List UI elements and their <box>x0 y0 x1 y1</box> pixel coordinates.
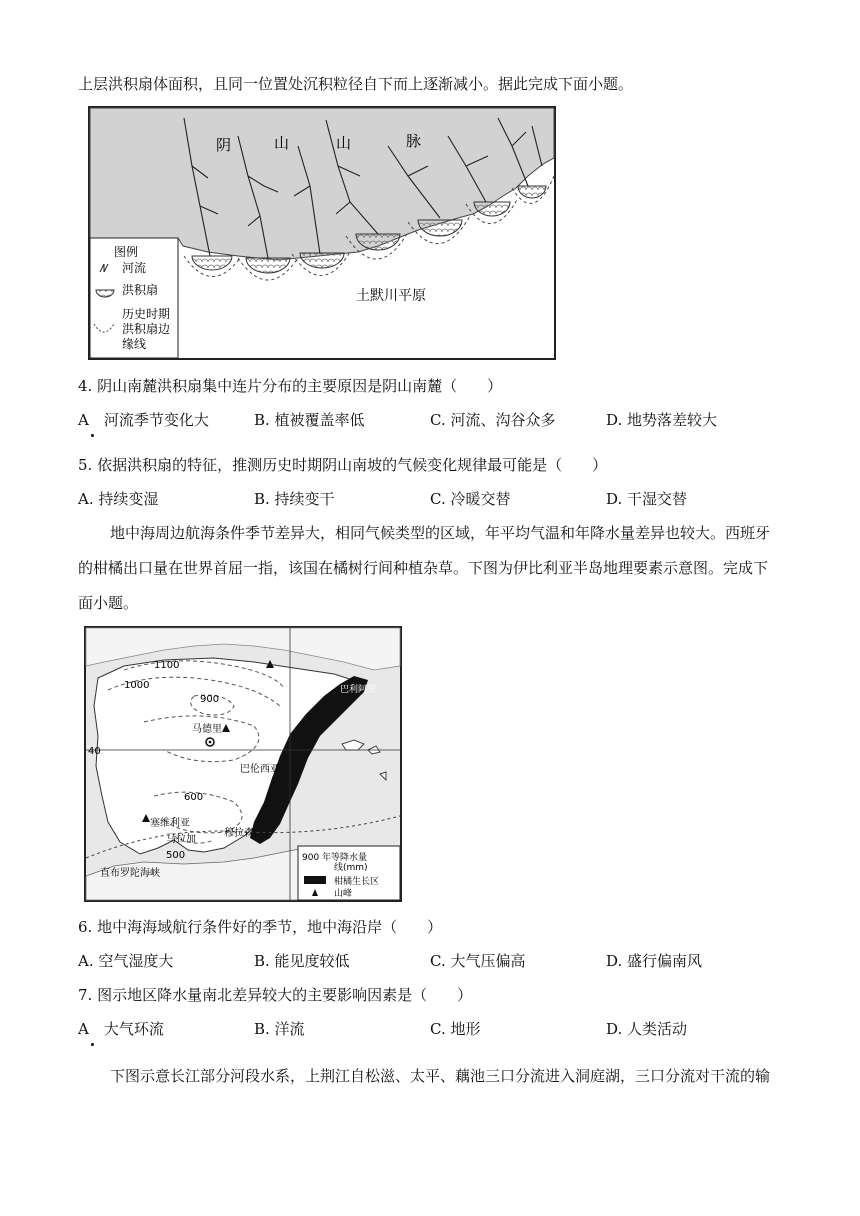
q5-option-a: A. 持续变湿 <box>78 490 159 508</box>
q4-option-c: C. 河流、沟谷众多 <box>430 411 556 429</box>
para2-line-3: 面小题。 <box>78 594 139 612</box>
isohyet-label-1000: 1000 <box>124 680 150 691</box>
isohyet-label-900: 900 <box>200 694 220 705</box>
seville-label: 塞维利亚 <box>150 818 190 829</box>
madrid-label: 马德里 <box>192 724 222 735</box>
option-dot <box>91 434 94 437</box>
mountain-char-1: 阴 <box>216 136 232 154</box>
latitude-40-label: 40 <box>88 746 101 757</box>
legend-edge-2: 洪积扇边 <box>122 322 171 336</box>
plain-label: 土默川平原 <box>356 288 426 304</box>
q7-option-c: C. 地形 <box>430 1020 481 1038</box>
para2-line-2: 的柑橘出口量在世界首屈一指，该国在橘树行间种植杂草。下图为伊比利亚半岛地理要素示意图。完成下 <box>78 559 769 577</box>
isohyet-label-1100: 1100 <box>154 660 180 671</box>
legend-isohyet: 900 年等降水量 <box>302 853 368 863</box>
para2-line-1: 地中海周边航海条件季节差异大，相同气候类型的区域，年平均气温和年降水量差异也较大。西班牙 <box>110 524 771 542</box>
legend-title: 图例 <box>114 245 139 259</box>
legend-edge-3: 缘线 <box>122 337 147 351</box>
mountain-char-4: 脉 <box>406 132 422 150</box>
q5-option-b: B. 持续变干 <box>254 490 335 508</box>
malaga-label: 马拉加 <box>166 834 196 845</box>
q5-option-c: C. 冷暖交替 <box>430 490 511 508</box>
q5-stem: 5. 依据洪积扇的特征，推测历史时期阴山南坡的气候变化规律最可能是（ ） <box>78 456 608 474</box>
legend-river: 河流 <box>122 261 147 275</box>
isohyet-label-600: 600 <box>184 792 204 803</box>
q6-stem: 6. 地中海海域航行条件好的季节，地中海沿岸（ ） <box>78 918 443 936</box>
option-dot <box>91 1043 94 1046</box>
legend-isohyet-unit: 线(mm) <box>334 863 368 873</box>
q4-option-d: D. 地势落差较大 <box>606 411 718 429</box>
para3-line-1: 下图示意长江部分河段水系，上荆江自松滋、太平、藕池三口分流进入洞庭湖，三口分流对干流的输 <box>110 1067 771 1085</box>
legend-edge-1: 历史时期 <box>122 307 171 321</box>
valencia-label: 巴伦西亚 <box>240 764 280 775</box>
intro-line: 上层洪积扇体面积，且同一位置处沉积粒径自下而上逐渐减小。据此完成下面小题。 <box>78 75 634 93</box>
legend-citrus-swatch <box>304 876 326 884</box>
q6-option-a: A. 空气湿度大 <box>78 952 174 970</box>
q7-option-b: B. 洋流 <box>254 1020 305 1038</box>
q7-stem: 7. 图示地区降水量南北差异较大的主要影响因素是（ ） <box>78 986 473 1004</box>
iberia-map <box>84 626 402 902</box>
balearic-label: 巴利阿里 <box>340 685 377 695</box>
q7-option-d: D. 人类活动 <box>606 1020 688 1038</box>
q6-option-b: B. 能见度较低 <box>254 952 350 970</box>
q4-option-b: B. 植被覆盖率低 <box>254 411 365 429</box>
q7-option-a: A 大气环流 <box>78 1020 164 1038</box>
mountain-char-3: 山 <box>336 134 352 152</box>
legend-peak: 山峰 <box>334 889 353 899</box>
q6-option-c: C. 大气压偏高 <box>430 952 526 970</box>
q5-option-d: D. 干湿交替 <box>606 490 688 508</box>
legend-fan: 洪积扇 <box>122 283 159 297</box>
alluvial-fan-map-svg <box>88 106 556 360</box>
isohyet-label-500: 500 <box>166 850 186 861</box>
mulhacen-label: 穆拉森 <box>224 828 254 839</box>
q4-stem: 4. 阴山南麓洪积扇集中连片分布的主要原因是阴山南麓（ ） <box>78 377 503 395</box>
q4-option-a: A 河流季节变化大 <box>78 411 209 429</box>
alluvial-fan-map <box>88 106 556 360</box>
iberia-map-svg <box>84 626 402 902</box>
legend-citrus: 柑橘生长区 <box>334 877 380 887</box>
gibraltar-label: 直布罗陀海峡 <box>100 868 160 879</box>
mountain-char-2: 山 <box>274 134 290 152</box>
q6-option-d: D. 盛行偏南风 <box>606 952 703 970</box>
